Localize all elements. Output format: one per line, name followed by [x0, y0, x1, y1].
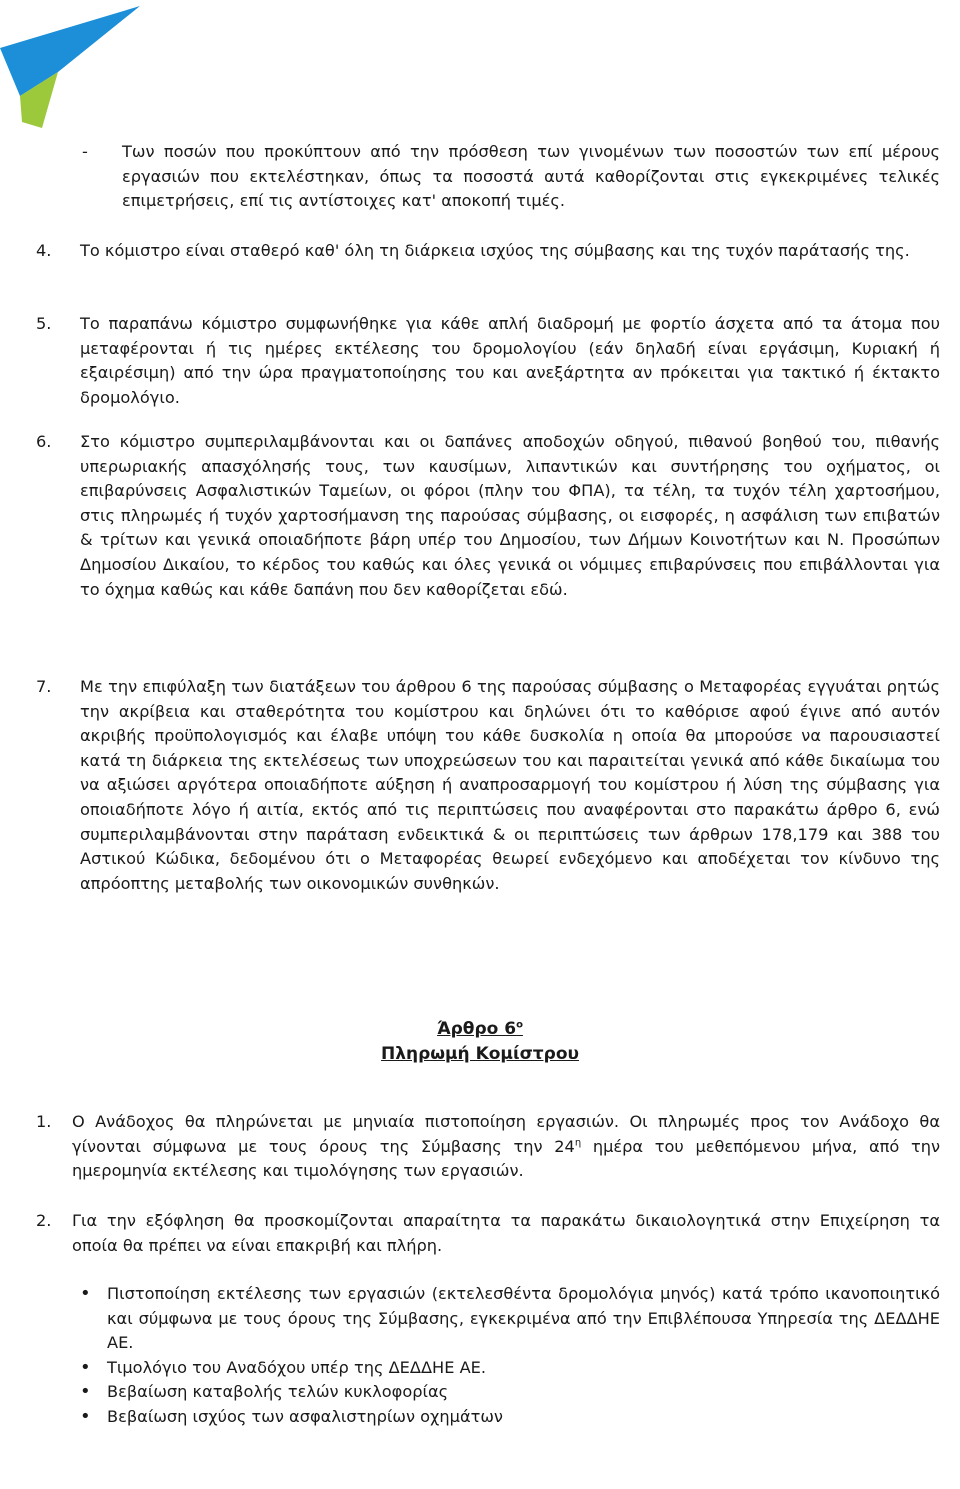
bullet-1-text: Πιστοποίηση εκτέλεσης των εργασιών (εκτελεσθέντα δρομολόγια μηνός) κατά τρόπο ικανοποιητικό και σύμφωνα με τους όρους της Σύμβασης, εγκεκριμένα από την Επιβλέπουσα Υπηρεσία της ΔΕΔΔΗΕ ΑΕ.: [107, 1284, 940, 1353]
intro-paragraph: [122, 140, 940, 214]
bullet-2-marker: •: [80, 1357, 91, 1378]
item-7: [80, 675, 940, 896]
bullet-2: [107, 1356, 940, 1381]
bullet-1-marker: •: [80, 1283, 91, 1304]
intro-dash: -: [82, 142, 88, 161]
payment-item-1-number: 1.: [36, 1112, 52, 1131]
bullet-4-marker: •: [80, 1406, 91, 1427]
article-subtitle: Πληρωμή Κομίστρου: [381, 1044, 579, 1064]
item-7-number: 7.: [36, 677, 52, 696]
item-4-text: Το κόμιστρο είναι σταθερό καθ' όλη τη διάρκεια ισχύος της σύμβασης και της τυχόν παράτασής της.: [80, 241, 910, 260]
bullet-2-text: Τιμολόγιο του Αναδόχου υπέρ της ΔΕΔΔΗΕ ΑΕ.: [107, 1358, 487, 1377]
payment-item-1-sup: η: [574, 1137, 582, 1149]
item-6-number: 6.: [36, 432, 52, 451]
item-5: [80, 312, 940, 410]
bullet-4: [107, 1405, 940, 1430]
item-5-text: Το παραπάνω κόμιστρο συμφωνήθηκε για κάθε απλή διαδρομή με φορτίο άσχετα από τα άτομα που μεταφέρονται ή τις ημέρες εκτέλεσης του δρομολογίου (εάν δηλαδή είναι εργάσιμη, Κυριακή ή εξαιρέσιμη) από την ώρα πραγματοποίησης του και ανεξάρτητα αν πρόκειται για τακτικό ή έκτακτο δρομολόγιο.: [80, 314, 940, 407]
bullet-3-text: Βεβαίωση καταβολής τελών κυκλοφορίας: [107, 1382, 449, 1401]
item-7-text: Με την επιφύλαξη των διατάξεων του άρθρου 6 της παρούσας σύμβασης ο Μεταφορέας εγγυάται ρητώς την ακρίβεια και σταθερότητα του κομίστρου και δηλώνει ότι το καθόρισε αφού έγινε από αυτόν ακριβής προϋπολογισμός και έλαβε υπόψη του κάθε δυσκολία η οποία θα μπορούσε να παρουσιαστεί κατά τη διάρκεια της εκτελέσεως των υποχρεώσεων του και παραιτείται γενικά από κάθε δικαίωμα του να αξιώσει αργότερα οποιαδήποτε αύξηση ή αναπροσαρμογή του κομίστρου ή λύση της σύμβασης για οποιαδήποτε λόγο ή αιτία, εκτός από τις περιπτώσεις που αναφέρονται στο παρακάτω άρθρο 6, ενώ συμπεριλαμβάνονται στην παράταση ενδεικτικά & οι περιπτώσεις των άρθρων 178,179 και 388 του Αστικού Κώδικα, δεδομένου ότι ο Μεταφορέας θεωρεί ενδεχόμενο και αποδέχεται τον κίνδυνο της απρόοπτης μεταβολής των οικονομικών συνθηκών.: [80, 677, 940, 893]
bolt-logo-icon: [0, 0, 150, 130]
payment-item-1: [72, 1110, 940, 1184]
item-5-number: 5.: [36, 314, 52, 333]
item-6: [80, 430, 940, 602]
item-6-text: Στο κόμιστρο συμπεριλαμβάνονται και οι δαπάνες αποδοχών οδηγού, πιθανού βοηθού του, πιθανής υπερωριακής απασχόλησής τους, των καυσίμων, λιπαντικών και συντήρησης του οχήματος, οι επιβαρύνσεις Ασφαλιστικών Ταμείων, οι φόροι (πλην του ΦΠΑ), τα τέλη, τα τυχόν τέλη χαρτοσήμου, στις πληρωμές ή τυχόν χαρτοσήμανση της παρούσας σύμβασης, οι εισφορές, η ασφάλιση των επιβατών & τρίτων και γενικά οποιαδήποτε βάρη υπέρ του Δημοσίου, των Δήμων Κοινοτήτων και Ν. Προσώπων Δημοσίου Δικαίου, το κέρδος του καθώς και όλες γενικά οι νόμιμες επιβαρύνσεις που επιβάλλονται για το όχημα καθώς και κάθε δαπάνη που δεν καθορίζεται εδώ.: [80, 432, 940, 599]
article-title-sup: ο: [516, 1019, 523, 1031]
payment-item-1-text: [72, 1110, 940, 1184]
article-title: [0, 1017, 960, 1041]
intro-text: Των ποσών που προκύπτουν από την πρόσθεση των γινομένων των ποσοστών των επί μέρους εργασιών που εκτελέστηκαν, όπως τα ποσοστά αυτά καθορίζονται στις εγκεκριμένες τελικές επιμετρήσεις, επί τις αντίστοιχες κατ' αποκοπή τιμές.: [122, 142, 940, 211]
bullet-4-text: Βεβαίωση ισχύος των ασφαλιστηρίων οχημάτων: [107, 1407, 503, 1426]
payment-item-1-text-before: Ο Ανάδοχος θα πληρώνεται με μηνιαία πιστοποίηση εργασιών. Οι πληρωμές προς τον Ανάδοχο θα γίνονται σύμφωνα με τους όρους της Σύμβασης την 24: [72, 1112, 940, 1156]
bullet-3: [107, 1380, 940, 1405]
payment-item-2-number: 2.: [36, 1211, 52, 1230]
payment-item-1-text-after: ημέρα του μεθεπόμενου μήνα, από την ημερομηνία εκτέλεσης και τιμολόγησης των εργασιών.: [72, 1136, 941, 1181]
bullet-3-marker: •: [80, 1381, 91, 1402]
article-title-text: Άρθρο 6: [437, 1019, 517, 1039]
bullet-1: [107, 1282, 940, 1356]
item-4: [80, 239, 940, 264]
payment-item-2: [72, 1209, 940, 1258]
logo-blue-shape: [0, 6, 140, 96]
item-4-number: 4.: [36, 241, 52, 260]
payment-item-2-text: Για την εξόφληση θα προσκομίζονται απαραίτητα τα παρακάτω δικαιολογητικά στην Επιχείρηση τα οποία θα πρέπει να είναι επακριβή και πλήρη.: [72, 1211, 940, 1255]
